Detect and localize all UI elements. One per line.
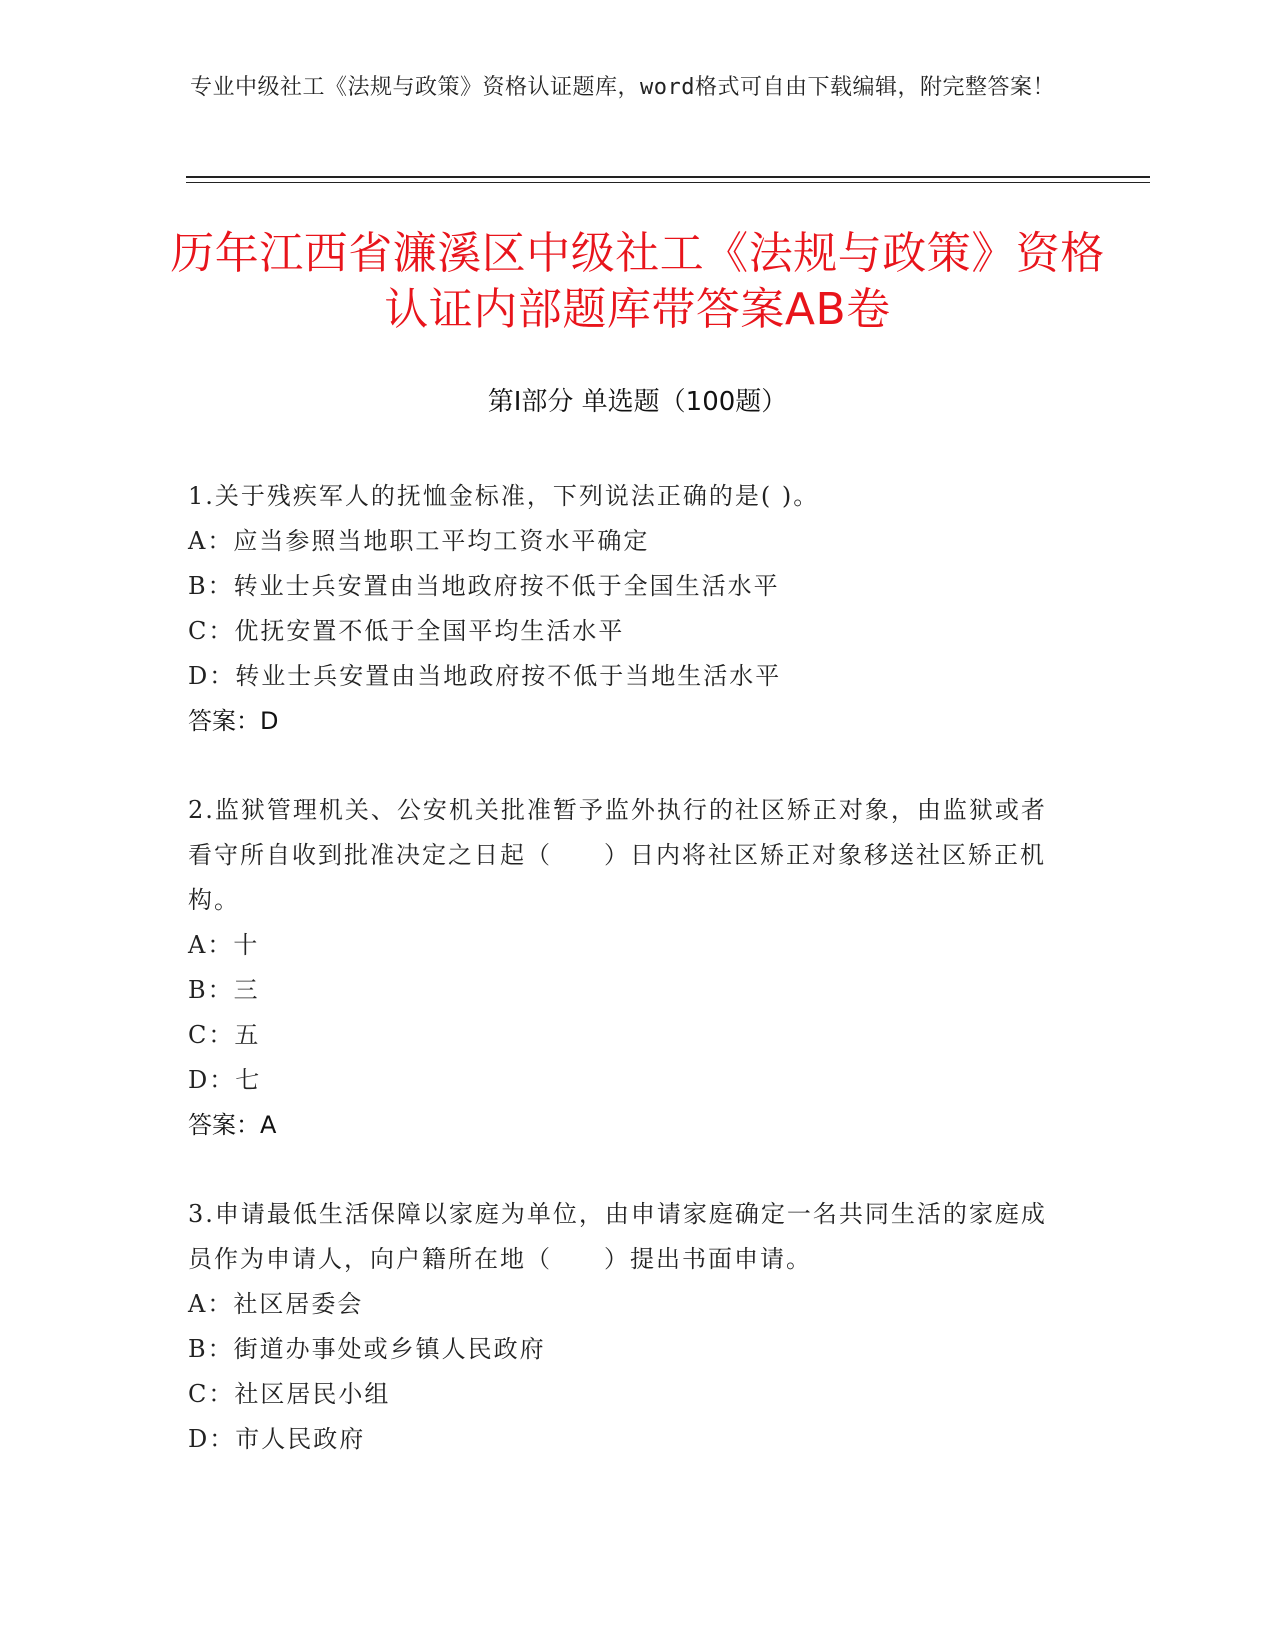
question-stem: 2.监狱管理机关、公安机关批准暂予监外执行的社区矫正对象，由监狱或者看守所自收到批准决定之日起（ ）日内将社区矫正对象移送社区矫正机构。 [188, 796, 1047, 914]
header-divider-thick [186, 176, 1150, 178]
option-c: C：社区居民小组 [188, 1380, 391, 1408]
question-stem: 1.关于残疾军人的抚恤金标准，下列说法正确的是( )。 [188, 482, 820, 510]
option-a: A：十 [188, 931, 260, 959]
question-stem: 3.申请最低生活保障以家庭为单位，由申请家庭确定一名共同生活的家庭成员作为申请人，向户籍所在地（ ）提出书面申请。 [188, 1200, 1047, 1273]
header-note: 专业中级社工《法规与政策》资格认证题库，word格式可自由下载编辑，附完整答案！ [190, 75, 1055, 100]
option-d: D：市人民政府 [188, 1425, 366, 1453]
option-d: D：转业士兵安置由当地政府按不低于当地生活水平 [188, 662, 782, 690]
answer: 答案：D [188, 707, 279, 735]
option-b: B：转业士兵安置由当地政府按不低于全国生活水平 [188, 572, 780, 600]
answer: 答案：A [188, 1111, 277, 1139]
option-a: A：应当参照当地职工平均工资水平确定 [188, 527, 650, 555]
question-2 [188, 788, 1088, 1148]
question-list [188, 474, 1088, 1506]
question-1 [188, 474, 1088, 744]
question-3 [188, 1192, 1088, 1462]
option-c: C：优抚安置不低于全国平均生活水平 [188, 617, 625, 645]
document-title: 历年江西省濂溪区中级社工《法规与政策》资格认证内部题库带答案AB卷 [170, 228, 1105, 335]
option-b: B：三 [188, 976, 260, 1004]
option-d: D：七 [188, 1066, 262, 1094]
option-c: C：五 [188, 1021, 261, 1049]
option-a: A：社区居委会 [188, 1290, 364, 1318]
section-title: 第Ⅰ部分 单选题（100题） [487, 387, 788, 417]
option-b: B：街道办事处或乡镇人民政府 [188, 1335, 546, 1363]
header-divider-thin [186, 182, 1150, 183]
